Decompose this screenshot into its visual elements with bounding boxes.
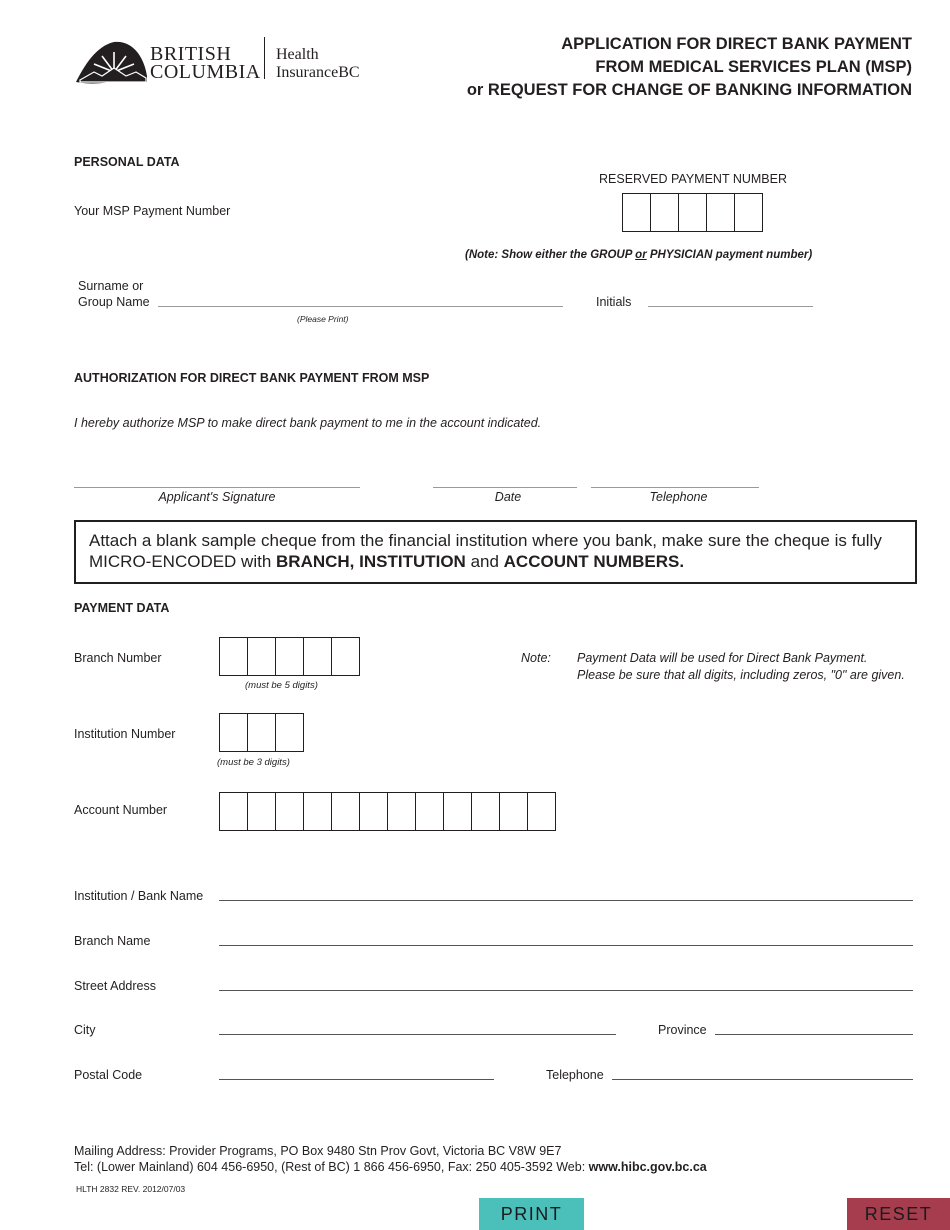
date-label: Date [494, 490, 522, 504]
msp-payment-number-boxes[interactable] [622, 193, 763, 232]
bc-sun-mountain-icon [74, 36, 148, 86]
digit-box[interactable] [303, 638, 331, 675]
account-number-label: Account Number [74, 803, 168, 817]
contact-line [74, 1160, 707, 1174]
digit-box[interactable] [734, 194, 762, 231]
logo-insurancebc: InsuranceBC [276, 64, 360, 81]
branch-number-boxes[interactable] [219, 637, 360, 676]
digit-box[interactable] [650, 194, 678, 231]
bank-name-input[interactable] [219, 900, 913, 901]
website-link[interactable]: www.hibc.gov.bc.ca [588, 1160, 707, 1174]
logo-line-columbia: COLUMBIA [150, 61, 261, 83]
contact-phones: Tel: (Lower Mainland) 604 456-6950, (Rest of BC) 1 866 456-6950, Fax: 250 405-3592 Web: [74, 1160, 589, 1174]
province-label: Province [658, 1023, 707, 1037]
digit-box[interactable] [415, 793, 443, 830]
note-suffix: PHYSICIAN payment number) [646, 249, 813, 261]
notice-bold-2: ACCOUNT NUMBERS. [503, 552, 685, 571]
date-input[interactable] [433, 487, 577, 488]
reset-button[interactable]: RESET [847, 1198, 950, 1230]
institution-number-hint: (must be 3 digits) [217, 757, 290, 768]
please-print-hint: (Please Print) [297, 314, 349, 324]
account-number-boxes[interactable] [219, 792, 556, 831]
street-address-label: Street Address [74, 979, 156, 993]
payment-data-heading: PAYMENT DATA [74, 601, 170, 615]
reserved-payment-label: RESERVED PAYMENT NUMBER [599, 172, 788, 186]
surname-label-line1: Surname or [78, 279, 144, 293]
branch-name-label: Branch Name [74, 934, 151, 948]
street-address-input[interactable] [219, 990, 913, 991]
authorization-heading: AUTHORIZATION FOR DIRECT BANK PAYMENT FROM MSP [74, 371, 430, 385]
digit-box[interactable] [706, 194, 734, 231]
print-button[interactable]: PRINT [479, 1198, 584, 1230]
msp-payment-number-label: Your MSP Payment Number [74, 204, 231, 218]
initials-label: Initials [596, 295, 632, 309]
form-code: HLTH 2832 REV. 2012/07/03 [76, 1184, 186, 1194]
digit-box[interactable] [275, 638, 303, 675]
branch-number-label: Branch Number [74, 651, 162, 665]
notice-bold-1: BRANCH, INSTITUTION [276, 552, 466, 571]
personal-data-heading: PERSONAL DATA [74, 155, 180, 169]
branch-name-input[interactable] [219, 945, 913, 946]
bank-telephone-input[interactable] [612, 1079, 913, 1080]
digit-box[interactable] [527, 793, 555, 830]
bc-logo [74, 36, 374, 88]
signature-input[interactable] [74, 487, 360, 488]
payment-note-line2: Please be sure that all digits, including zeros, "0" are given. [577, 668, 905, 682]
signature-label: Applicant's Signature [158, 490, 276, 504]
logo-divider [264, 37, 265, 79]
digit-box[interactable] [443, 793, 471, 830]
bank-name-label: Institution / Bank Name [74, 889, 204, 903]
digit-box[interactable] [623, 194, 650, 231]
payment-note-line1: Payment Data will be used for Direct Bank Payment. [577, 651, 868, 665]
digit-box[interactable] [247, 638, 275, 675]
institution-number-label: Institution Number [74, 727, 176, 741]
digit-box[interactable] [387, 793, 415, 830]
province-input[interactable] [715, 1034, 913, 1035]
digit-box[interactable] [220, 793, 247, 830]
digit-box[interactable] [220, 638, 247, 675]
digit-box[interactable] [220, 714, 247, 751]
note-or: or [635, 249, 647, 261]
digit-box[interactable] [275, 793, 303, 830]
city-input[interactable] [219, 1034, 616, 1035]
cheque-notice [74, 520, 917, 584]
title-line-3: or REQUEST FOR CHANGE OF BANKING INFORMATION [466, 81, 912, 99]
surname-label-line2: Group Name [78, 295, 150, 309]
digit-box[interactable] [247, 714, 275, 751]
authorization-statement: I hereby authorize MSP to make direct bank payment to me in the account indicated. [74, 416, 542, 430]
postal-code-label: Postal Code [74, 1068, 143, 1082]
auth-telephone-label: Telephone [649, 490, 708, 504]
form-title [412, 33, 912, 102]
payment-note-label: Note: [521, 651, 551, 665]
initials-input[interactable] [648, 306, 813, 307]
digit-box[interactable] [678, 194, 706, 231]
notice-text-1: Attach a blank sample cheque from the financial institution where you bank, make sure the cheque is fully MICRO-ENCODED with [89, 531, 882, 571]
logo-health: Health [276, 46, 319, 63]
digit-box[interactable] [247, 793, 275, 830]
title-line-1: APPLICATION FOR DIRECT BANK PAYMENT [561, 35, 912, 53]
city-label: City [74, 1023, 96, 1037]
notice-text-2: and [465, 552, 504, 571]
digit-box[interactable] [331, 638, 359, 675]
bank-telephone-label: Telephone [546, 1068, 604, 1082]
mailing-address: Mailing Address: Provider Programs, PO Box 9480 Stn Prov Govt, Victoria BC V8W 9E7 [74, 1144, 562, 1158]
title-line-2: FROM MEDICAL SERVICES PLAN (MSP) [595, 58, 912, 76]
digit-box[interactable] [275, 714, 303, 751]
note-prefix: (Note: Show either the GROUP [465, 249, 636, 261]
auth-telephone-input[interactable] [591, 487, 759, 488]
surname-input[interactable] [158, 306, 563, 307]
digit-box[interactable] [471, 793, 499, 830]
branch-number-hint: (must be 5 digits) [245, 680, 318, 691]
digit-box[interactable] [359, 793, 387, 830]
payment-number-note [465, 249, 812, 261]
logo-line-british: BRITISH [150, 43, 232, 65]
digit-box[interactable] [331, 793, 359, 830]
postal-code-input[interactable] [219, 1079, 494, 1080]
digit-box[interactable] [303, 793, 331, 830]
digit-box[interactable] [499, 793, 527, 830]
institution-number-boxes[interactable] [219, 713, 304, 752]
